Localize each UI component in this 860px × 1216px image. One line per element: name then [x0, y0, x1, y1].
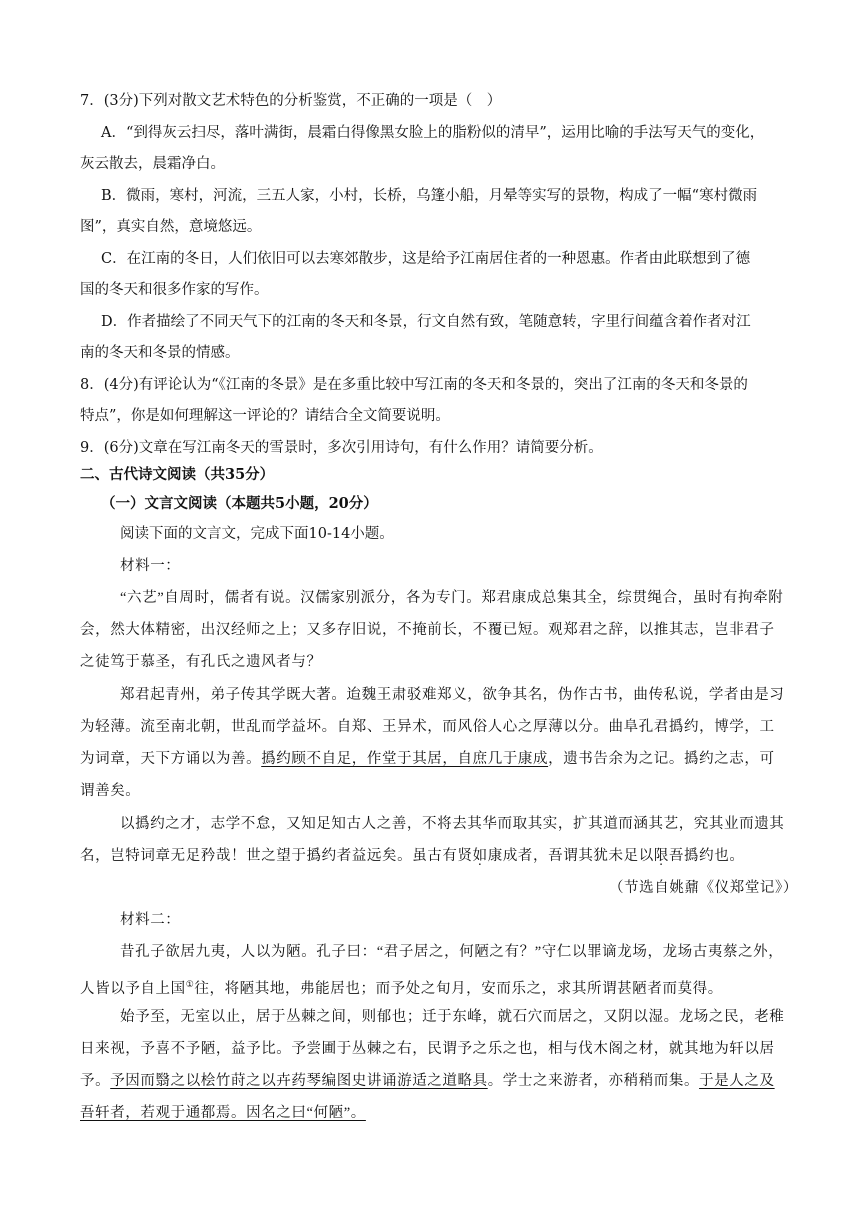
material-two-p2-line2: 日来视，予喜不予陋，益予比。予尝圃于丛棘之右，民谓予之乐之也，相与伐木阁之材，就其地为轩以居: [80, 1041, 775, 1057]
subsection-heading-classical-prose: （一）文言文阅读（本题共5小题，20分）: [101, 495, 378, 512]
material-one-p1-line1: “六艺”自周时，儒者有说。汉儒家别派分，各为专门。郑君康成总集其全，综贯绳合，虽时有拘牵附: [120, 590, 784, 606]
reading-instruction: 阅读下面的文言文，完成下面10-14小题。: [120, 526, 394, 542]
q7-option-d-line2: 南的冬天和冬景的情感。: [80, 345, 240, 361]
material-one-p1-line2: 会，然大体精密，出汉经师之上；又多存旧说，不掩前长，不覆已短。观郑君之辞，以推其志，岂非君子: [80, 622, 775, 638]
material-two-p2-line3-start: 予。: [80, 1073, 111, 1089]
underlined-sentence-1: 撝约顾不自足，作堂于其居，自庶几于康成: [261, 751, 549, 767]
material-one-p2-line3-end: ，遗书告余为之记。撝约之志，可: [548, 751, 775, 767]
q8-line2: 特点”，你是如何理解这一评论的？请结合全文简要说明。: [80, 408, 450, 424]
material-one-p2-line2: 为轻薄。流至南北朝，世乱而学益坏。自郑、王异术，而风俗人心之厚薄以分。曲阜孔君撝约，博学，工: [80, 719, 775, 735]
q7-option-d-line1: D．作者描绘了不同天气下的江南的冬天和冬景，行文自然有致，笔随意转，字里行间蕴含着作者对江: [101, 314, 751, 330]
material-one-p3-line1: 以撝约之才，志学不怠，又知足知古人之善，不将去其华而取其实，扩其道而涵其艺，究其业而遗其: [120, 816, 785, 832]
emphasis-char-xian: 限: [653, 848, 669, 864]
material-two-p1-line2-start: 人皆以予自上国: [80, 980, 186, 997]
q7-option-b-line1: B．微雨，寒村，河流，三五人家，小村，长桥，乌篷小船，月晕等实写的景物，构成了一幅“寒村微雨: [101, 188, 758, 204]
material-one-label: 材料一：: [120, 558, 181, 574]
material-two-p1-line2: [80, 974, 723, 999]
q7-option-a-line2: 灰云散去，晨霜净白。: [80, 156, 225, 172]
underlined-sentence-3-start: 于是人之及: [699, 1073, 775, 1089]
material-two-p1-line2-end: 往，将陋其地，弗能居也；而予处之旬月，安而乐之，求其所谓甚陋者而莫得。: [194, 980, 723, 997]
material-one-p2-line4: 谓善矣。: [80, 783, 141, 799]
material-two-p2-line1: 始予至，无室以止，居于丛棘之间，则郁也；迁于东峰，就石穴而居之，又阴以湿。龙场之民，老稚: [120, 1009, 785, 1025]
q7-option-a-line1: A．“到得灰云扫尽，落叶满街，晨霜白得像黑女脸上的脂粉似的清早”，运用比喻的手法写天气的变化，: [101, 125, 765, 141]
material-two-p2-line4: [80, 1103, 366, 1123]
material-one-p2-line1: 郑君起青州，弟子传其学既大著。迨魏王肃驳难郑义，欲争其名，伪作古书，曲传私说，学者由是习: [120, 687, 785, 703]
q7-stem: 7．(3分)下列对散文艺术特色的分析鉴赏，不正确的一项是（ ）: [80, 93, 502, 109]
material-one-p3-line2: [80, 846, 744, 866]
material-two-label: 材料二：: [120, 912, 181, 928]
material-two-p2-line3: [80, 1071, 775, 1091]
q8-line1: 8．(4分)有评论认为“《江南的冬景》是在多重比较中写江南的冬天和冬景的，突出了江南的冬天和冬景的: [80, 377, 748, 393]
footnote-marker-1: ①: [185, 979, 195, 989]
underlined-sentence-3-end: 吾轩者，若观于通都焉。因名之曰“何陋”。: [80, 1105, 366, 1121]
q9-text: 9．(6分)文章在写江南冬天的雪景时，多次引用诗句，有什么作用？请简要分析。: [80, 440, 603, 456]
material-one-p2-line3-start: 为词章，天下方诵以为善。: [80, 751, 262, 767]
material-one-source: （节选自姚鼐《仪郑堂记》）: [608, 880, 798, 896]
underlined-sentence-2: 予因而翳之以桧竹莳之以卉药琴编图史讲诵游适之道略具: [110, 1073, 488, 1089]
material-two-p1-line1: 昔孔子欲居九夷，人以为陋。孔子曰：“君子居之，何陋之有？”守仁以罪谪龙场，龙场古夷蔡之外，: [120, 944, 784, 960]
q7-option-c-line1: C．在江南的冬日，人们依旧可以去寒郊散步，这是给予江南居住者的一种恩惠。作者由此联想到了德: [101, 251, 751, 267]
q7-option-c-line2: 国的冬天和很多作家的写作。: [80, 282, 269, 298]
material-one-p1-line3: 之徒笃于慕圣，有孔氏之遗风者与？: [80, 654, 322, 670]
material-one-p3-line2-part3: 吾撝约也。: [668, 848, 745, 864]
emphasis-char-ru: 如: [472, 848, 488, 864]
material-one-p2-line3: [80, 749, 775, 769]
section-heading-classical-reading: 二、古代诗文阅读（共35分）: [80, 466, 275, 483]
material-two-p2-line3-mid: 。学士之来游者，亦稍稍而集。: [487, 1073, 700, 1089]
material-one-p3-line2-part1: 名，岂特词章无足矜哉！世之望于撝约者益远矣。虽古有贤: [80, 848, 473, 864]
q7-option-b-line2: 图”，真实自然，意境悠远。: [80, 219, 262, 235]
material-one-p3-line2-part2: 康成者，吾谓其犹未足以: [487, 848, 654, 864]
